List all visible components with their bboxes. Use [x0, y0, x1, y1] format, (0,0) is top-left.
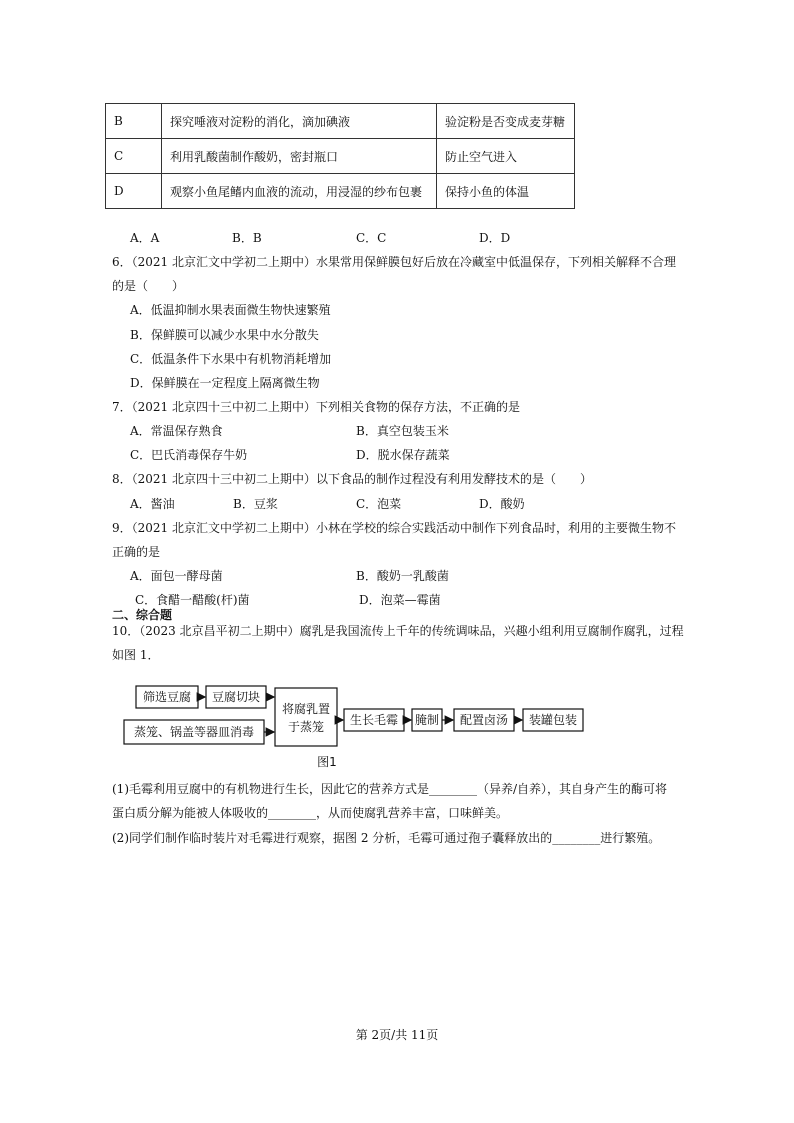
q5-option-b: B．B [232, 231, 262, 245]
row-operation: 观察小鱼尾鳍内血液的流动，用浸湿的纱布包裹 [162, 174, 437, 209]
q8-option-a: A．酱油 [130, 497, 175, 511]
q7-option-b: B．真空包装玉米 [356, 424, 449, 438]
q7-stem: 7．（2021 北京四十三中初二上期中）下列相关食物的保存方法，不正确的是 [112, 400, 520, 414]
q9-option-a: A．面包一酵母菌 [130, 569, 223, 583]
row-operation: 探究唾液对淀粉的消化，滴加碘液 [162, 104, 437, 139]
q9-option-b: B．酸奶一乳酸菌 [356, 569, 449, 583]
flow-step-7: 配置卤汤 [459, 713, 509, 727]
q8-option-c: C．泡菜 [356, 497, 402, 511]
q8-stem: 8．（2021 北京四十三中初二上期中）以下食品的制作过程没有利用发酵技术的是（ ） [112, 472, 592, 486]
row-purpose: 防止空气进入 [437, 139, 575, 174]
q10-sub2: (2)同学们制作临时装片对毛霉进行观察，据图 2 分析，毛霉可通过孢子囊释放出的________进行繁殖。 [112, 831, 661, 845]
flow-step-4-line1: 将腐乳置 [281, 702, 331, 716]
options-table [105, 103, 575, 209]
page-footer: 第 2页/共 11页 [355, 1028, 439, 1042]
q9-stem-line1: 9．（2021 北京汇文中学初二上期中）小林在学校的综合实践活动中制作下列食品时，利用的主要微生物不 [112, 521, 676, 535]
row-purpose: 保持小鱼的体温 [437, 174, 575, 209]
flow-step-6: 腌制 [414, 713, 440, 727]
row-label: D [106, 174, 162, 209]
flow-step-2: 豆腐切块 [211, 690, 261, 704]
table-row [106, 174, 575, 209]
flow-step-1: 筛选豆腐 [142, 690, 192, 704]
q10-stem-line2: 如图 1． [112, 648, 160, 662]
q5-option-a: A．A [130, 231, 160, 245]
row-operation: 利用乳酸菌制作酸奶，密封瓶口 [162, 139, 437, 174]
q9-stem-line2: 正确的是 [112, 545, 161, 559]
q5-option-c: C．C [356, 231, 387, 245]
flow-diagram [120, 680, 590, 772]
q9-option-c: C．食醋一醋酸(杆)菌 [135, 593, 250, 607]
q10-sub1-line2: 蛋白质分解为能被人体吸收的________，从而使腐乳营养丰富，口味鲜美。 [112, 806, 509, 820]
q7-option-a: A．常温保存熟食 [130, 424, 223, 438]
q7-option-c: C．巴氏消毒保存牛奶 [130, 448, 248, 462]
q6-stem-line1: 6．（2021 北京汇文中学初二上期中）水果常用保鲜膜包好后放在冷藏室中低温保存，下列相关解释不合理 [112, 255, 676, 269]
row-label: C [106, 139, 162, 174]
q5-option-d: D．D [479, 231, 511, 245]
q10-sub1-line1: (1)毛霉利用豆腐中的有机物进行生长，因此它的营养方式是________（异养/自养），其自身产生的酶可将 [112, 782, 668, 796]
table-row [106, 104, 575, 139]
flow-step-3: 蒸笼、锅盖等器皿消毒 [133, 725, 255, 739]
q7-option-d: D．脱水保存蔬菜 [356, 448, 450, 462]
q6-option-a: A．低温抑制水果表面微生物快速繁殖 [130, 303, 331, 317]
flow-step-5: 生长毛霉 [349, 713, 399, 727]
q8-option-d: D．酸奶 [479, 497, 525, 511]
q6-option-b: B．保鲜膜可以减少水果中水分散失 [130, 328, 319, 342]
flow-step-8: 装罐包装 [528, 713, 578, 727]
q6-option-c: C．低温条件下水果中有机物消耗增加 [130, 352, 332, 366]
flow-step-4-line2: 于蒸笼 [287, 720, 325, 734]
q10-stem-line1: 10．（2023 北京昌平初二上期中）腐乳是我国流传上千年的传统调味品，兴趣小组利用豆腐制作腐乳，过程 [112, 624, 684, 638]
figure-caption: 图1 [317, 755, 337, 769]
q9-option-d: D．泡菜—霉菌 [359, 593, 441, 607]
q6-option-d: D．保鲜膜在一定程度上隔离微生物 [130, 376, 320, 390]
row-purpose: 验淀粉是否变成麦芽糖 [437, 104, 575, 139]
flow-box-place-steamer [275, 688, 337, 746]
q6-stem-line2: 的是（ ） [112, 279, 185, 293]
row-label: B [106, 104, 162, 139]
section-title: 二、综合题 [112, 608, 173, 622]
table-row [106, 139, 575, 174]
q8-option-b: B．豆浆 [233, 497, 278, 511]
